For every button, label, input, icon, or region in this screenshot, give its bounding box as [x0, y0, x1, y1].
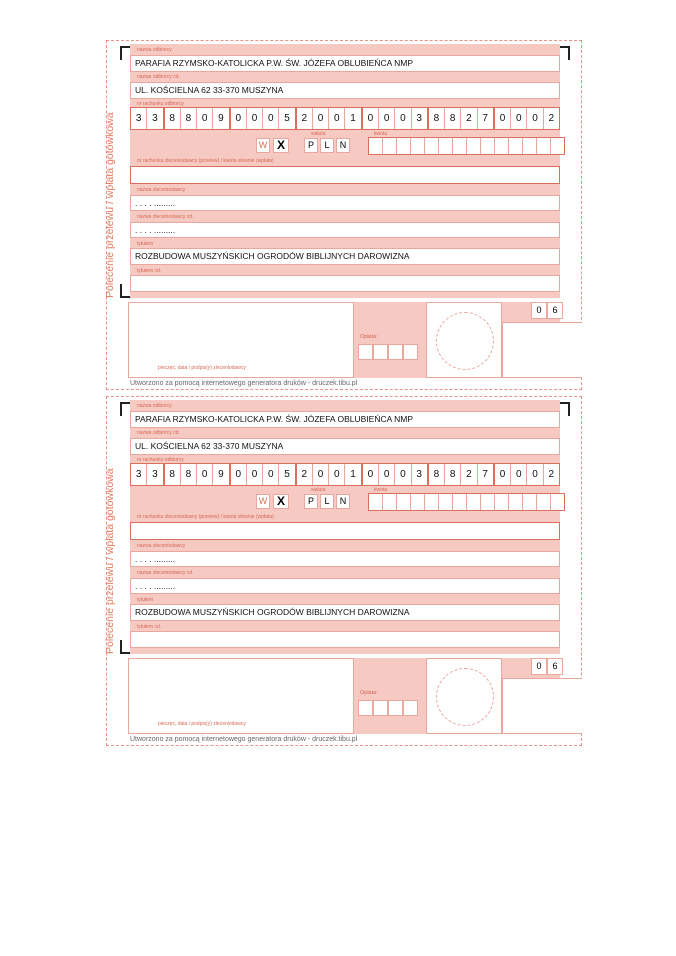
- fee-cell[interactable]: [403, 700, 418, 716]
- payer-name-cont-label: nazwa zleceniodawcy cd.: [137, 214, 194, 220]
- fee-cell[interactable]: [388, 700, 403, 716]
- payer-name-cont-field[interactable]: . . . . .........: [130, 222, 560, 238]
- amount-cell[interactable]: [495, 494, 509, 510]
- amount-cell[interactable]: [551, 494, 564, 510]
- amount-cell[interactable]: [509, 494, 523, 510]
- account-digit: 0: [263, 464, 279, 485]
- stamp-circle: [436, 668, 494, 726]
- amount-cell[interactable]: [411, 494, 425, 510]
- title-cont-label: tytułem cd.: [137, 624, 162, 630]
- account-digit: 5: [279, 108, 296, 129]
- code-digit: 0: [531, 302, 547, 319]
- stamp-label: pieczęć, data i podpis(y) zleceniodawcy: [158, 721, 246, 727]
- account-digit: 0: [247, 464, 263, 485]
- account-digit: 8: [429, 108, 445, 129]
- code-field: [531, 658, 563, 675]
- account-digit: 0: [263, 108, 279, 129]
- currency-field: [304, 494, 350, 509]
- account-digit: 0: [527, 108, 543, 129]
- payer-account-label: nr rachunku zleceniodawcy (przelew) / kwota słownie (wpłata): [137, 158, 274, 164]
- transfer-form-1: [106, 40, 584, 390]
- amount-field[interactable]: [368, 137, 565, 155]
- amount-cell[interactable]: [439, 494, 453, 510]
- account-digit: 8: [429, 464, 445, 485]
- title-field[interactable]: ROZBUDOWA MUSZYŃSKICH OGRODÓW BIBLIJNYCH DAROWIZNA: [130, 604, 560, 621]
- currency-letter: P: [304, 494, 318, 509]
- transfer-form-2: [106, 396, 584, 746]
- title-cont-label: tytułem cd.: [137, 268, 162, 274]
- code-field: [531, 302, 563, 319]
- payer-name-cont-field[interactable]: . . . . .........: [130, 578, 560, 594]
- stamp-circle: [436, 312, 494, 370]
- amount-cell[interactable]: [537, 138, 551, 154]
- account-digit: 8: [165, 464, 181, 485]
- title-field[interactable]: ROZBUDOWA MUSZYŃSKICH OGRODÓW BIBLIJNYCH DAROWIZNA: [130, 248, 560, 265]
- account-digit: 9: [213, 464, 230, 485]
- currency-letter: L: [320, 494, 334, 509]
- account-digit: 0: [363, 108, 379, 129]
- mark-w: W: [256, 138, 270, 153]
- payment-type-mark: [256, 494, 289, 509]
- fee-field: [358, 344, 418, 360]
- account-digit: 3: [131, 108, 147, 129]
- code-box: [502, 322, 582, 378]
- account-digit: 5: [279, 464, 296, 485]
- account-digit: 0: [363, 464, 379, 485]
- mark-x[interactable]: X: [273, 138, 289, 153]
- title-label: tytułem: [137, 241, 154, 247]
- currency-field: [304, 138, 350, 153]
- recipient-address-field[interactable]: UL. KOŚCIELNA 62 33-370 MUSZYNA: [130, 82, 560, 99]
- account-number-field[interactable]: [130, 107, 560, 130]
- account-digit: 0: [511, 108, 527, 129]
- account-digit: 0: [197, 464, 213, 485]
- account-digit: 0: [197, 108, 213, 129]
- account-digit: 3: [147, 108, 164, 129]
- recipient-name-field[interactable]: PARAFIA RZYMSKO-KATOLICKA P.W. ŚW. JÓZEFA OBLUBIEŃCA NMP: [130, 411, 560, 428]
- account-digit: 7: [478, 108, 495, 129]
- account-digit: 9: [213, 108, 230, 129]
- fee-field: [358, 700, 418, 716]
- recipient-name-cont-label: nazwa odbiorcy cd.: [137, 430, 180, 436]
- recipient-name-field[interactable]: PARAFIA RZYMSKO-KATOLICKA P.W. ŚW. JÓZEFA OBLUBIEŃCA NMP: [130, 55, 560, 72]
- side-label: Polecenie przelewu / wpłata gotówkowa: [104, 112, 116, 298]
- title-cont-field[interactable]: [130, 275, 560, 292]
- account-digit: 8: [181, 108, 197, 129]
- amount-cell[interactable]: [369, 138, 383, 154]
- amount-cell[interactable]: [397, 494, 411, 510]
- fee-label: Opłata:: [360, 690, 378, 696]
- currency-label: waluta: [311, 131, 326, 137]
- account-digit: 2: [461, 464, 477, 485]
- fee-area: [354, 658, 426, 734]
- amount-cell[interactable]: [523, 138, 537, 154]
- payer-account-label: nr rachunku zleceniodawcy (przelew) / kwota słownie (wpłata): [137, 514, 274, 520]
- account-digit: 0: [231, 464, 247, 485]
- amount-cell[interactable]: [425, 138, 439, 154]
- account-digit: 2: [297, 464, 313, 485]
- account-digit: 3: [147, 464, 164, 485]
- payer-name-field[interactable]: . . . . .........: [130, 195, 560, 211]
- amount-cell[interactable]: [551, 138, 564, 154]
- footer-text: Utworzono za pomocą internetowego generatora druków - druczek.tibu.pl: [130, 380, 358, 387]
- fee-cell[interactable]: [403, 344, 418, 360]
- code-box: [502, 678, 582, 734]
- recipient-address-field[interactable]: UL. KOŚCIELNA 62 33-370 MUSZYNA: [130, 438, 560, 455]
- amount-cell[interactable]: [537, 494, 551, 510]
- fee-cell[interactable]: [358, 700, 373, 716]
- title-cont-field[interactable]: [130, 631, 560, 648]
- account-digit: 0: [247, 108, 263, 129]
- amount-cell[interactable]: [383, 494, 397, 510]
- fee-cell[interactable]: [373, 700, 388, 716]
- code-digit: 6: [547, 658, 563, 675]
- fee-area: [354, 302, 426, 378]
- account-digit: 0: [527, 464, 543, 485]
- payer-account-field[interactable]: [130, 522, 560, 540]
- account-digit: 8: [445, 464, 461, 485]
- amount-cell[interactable]: [425, 494, 439, 510]
- currency-letter: P: [304, 138, 318, 153]
- account-digit: 0: [511, 464, 527, 485]
- recipient-name-label: nazwa odbiorcy: [137, 403, 172, 409]
- amount-cell[interactable]: [453, 138, 467, 154]
- account-digit: 2: [548, 469, 555, 480]
- amount-cell[interactable]: [509, 138, 523, 154]
- amount-field[interactable]: [368, 493, 565, 511]
- amount-cell[interactable]: [369, 494, 383, 510]
- amount-label: kwota: [374, 131, 388, 137]
- amount-cell[interactable]: [523, 494, 537, 510]
- account-digit: 0: [231, 108, 247, 129]
- account-digit: 0: [379, 108, 395, 129]
- amount-cell[interactable]: [481, 138, 495, 154]
- stamp-label: pieczęć, data i podpis(y) zleceniodawcy: [158, 365, 246, 371]
- account-digit: 0: [379, 464, 395, 485]
- payment-type-mark: [256, 138, 289, 153]
- account-digit: 0: [495, 464, 511, 485]
- account-number-label: nr rachunku odbiorcy: [137, 457, 184, 463]
- payer-name-cont-label: nazwa zleceniodawcy cd.: [137, 570, 194, 576]
- amount-cell[interactable]: [481, 494, 495, 510]
- payer-name-label: nazwa zleceniodawcy: [137, 187, 186, 193]
- payer-account-field[interactable]: [130, 166, 560, 184]
- account-digit: 3: [412, 464, 429, 485]
- account-digit: 0: [313, 108, 329, 129]
- recipient-name-label: nazwa odbiorcy: [137, 47, 172, 53]
- amount-cell[interactable]: [453, 494, 467, 510]
- code-digit: 6: [547, 302, 563, 319]
- account-digit: 0: [395, 108, 411, 129]
- account-number-field[interactable]: [130, 463, 560, 486]
- account-digit: 0: [395, 464, 411, 485]
- currency-letter: N: [336, 494, 350, 509]
- side-label: Polecenie przelewu / wpłata gotówkowa: [104, 468, 116, 654]
- account-digit: 3: [412, 108, 429, 129]
- account-digit: 8: [445, 108, 461, 129]
- amount-cell[interactable]: [467, 494, 481, 510]
- account-digit: 2: [461, 108, 477, 129]
- code-digit: 0: [531, 658, 547, 675]
- amount-cell[interactable]: [383, 138, 397, 154]
- account-digit: 2: [297, 108, 313, 129]
- account-digit: 1: [345, 108, 362, 129]
- account-digit: 1: [345, 464, 362, 485]
- account-digit: 7: [478, 464, 495, 485]
- title-label: tytułem: [137, 597, 154, 603]
- account-digit: 0: [329, 108, 345, 129]
- currency-letter: L: [320, 138, 334, 153]
- fee-cell[interactable]: [373, 344, 388, 360]
- fee-cell[interactable]: [358, 344, 373, 360]
- account-number-label: nr rachunku odbiorcy: [137, 101, 184, 107]
- account-digit: 0: [495, 108, 511, 129]
- amount-cell[interactable]: [495, 138, 509, 154]
- amount-cell[interactable]: [397, 138, 411, 154]
- account-digit: 8: [165, 108, 181, 129]
- currency-label: waluta: [311, 487, 326, 493]
- currency-letter: N: [336, 138, 350, 153]
- amount-label: kwota: [374, 487, 388, 493]
- account-digit: 0: [313, 464, 329, 485]
- amount-cell[interactable]: [411, 138, 425, 154]
- account-digit: 3: [131, 464, 147, 485]
- account-digit: 0: [329, 464, 345, 485]
- mark-x[interactable]: X: [273, 494, 289, 509]
- account-digit: 2: [548, 113, 555, 124]
- amount-cell[interactable]: [467, 138, 481, 154]
- mark-w: W: [256, 494, 270, 509]
- recipient-name-cont-label: nazwa odbiorcy cd.: [137, 74, 180, 80]
- payer-name-label: nazwa zleceniodawcy: [137, 543, 186, 549]
- amount-cell[interactable]: [439, 138, 453, 154]
- fee-cell[interactable]: [388, 344, 403, 360]
- account-digit: 8: [181, 464, 197, 485]
- payer-name-field[interactable]: . . . . .........: [130, 551, 560, 567]
- footer-text: Utworzono za pomocą internetowego generatora druków - druczek.tibu.pl: [130, 736, 358, 743]
- fee-label: Opłata:: [360, 334, 378, 340]
